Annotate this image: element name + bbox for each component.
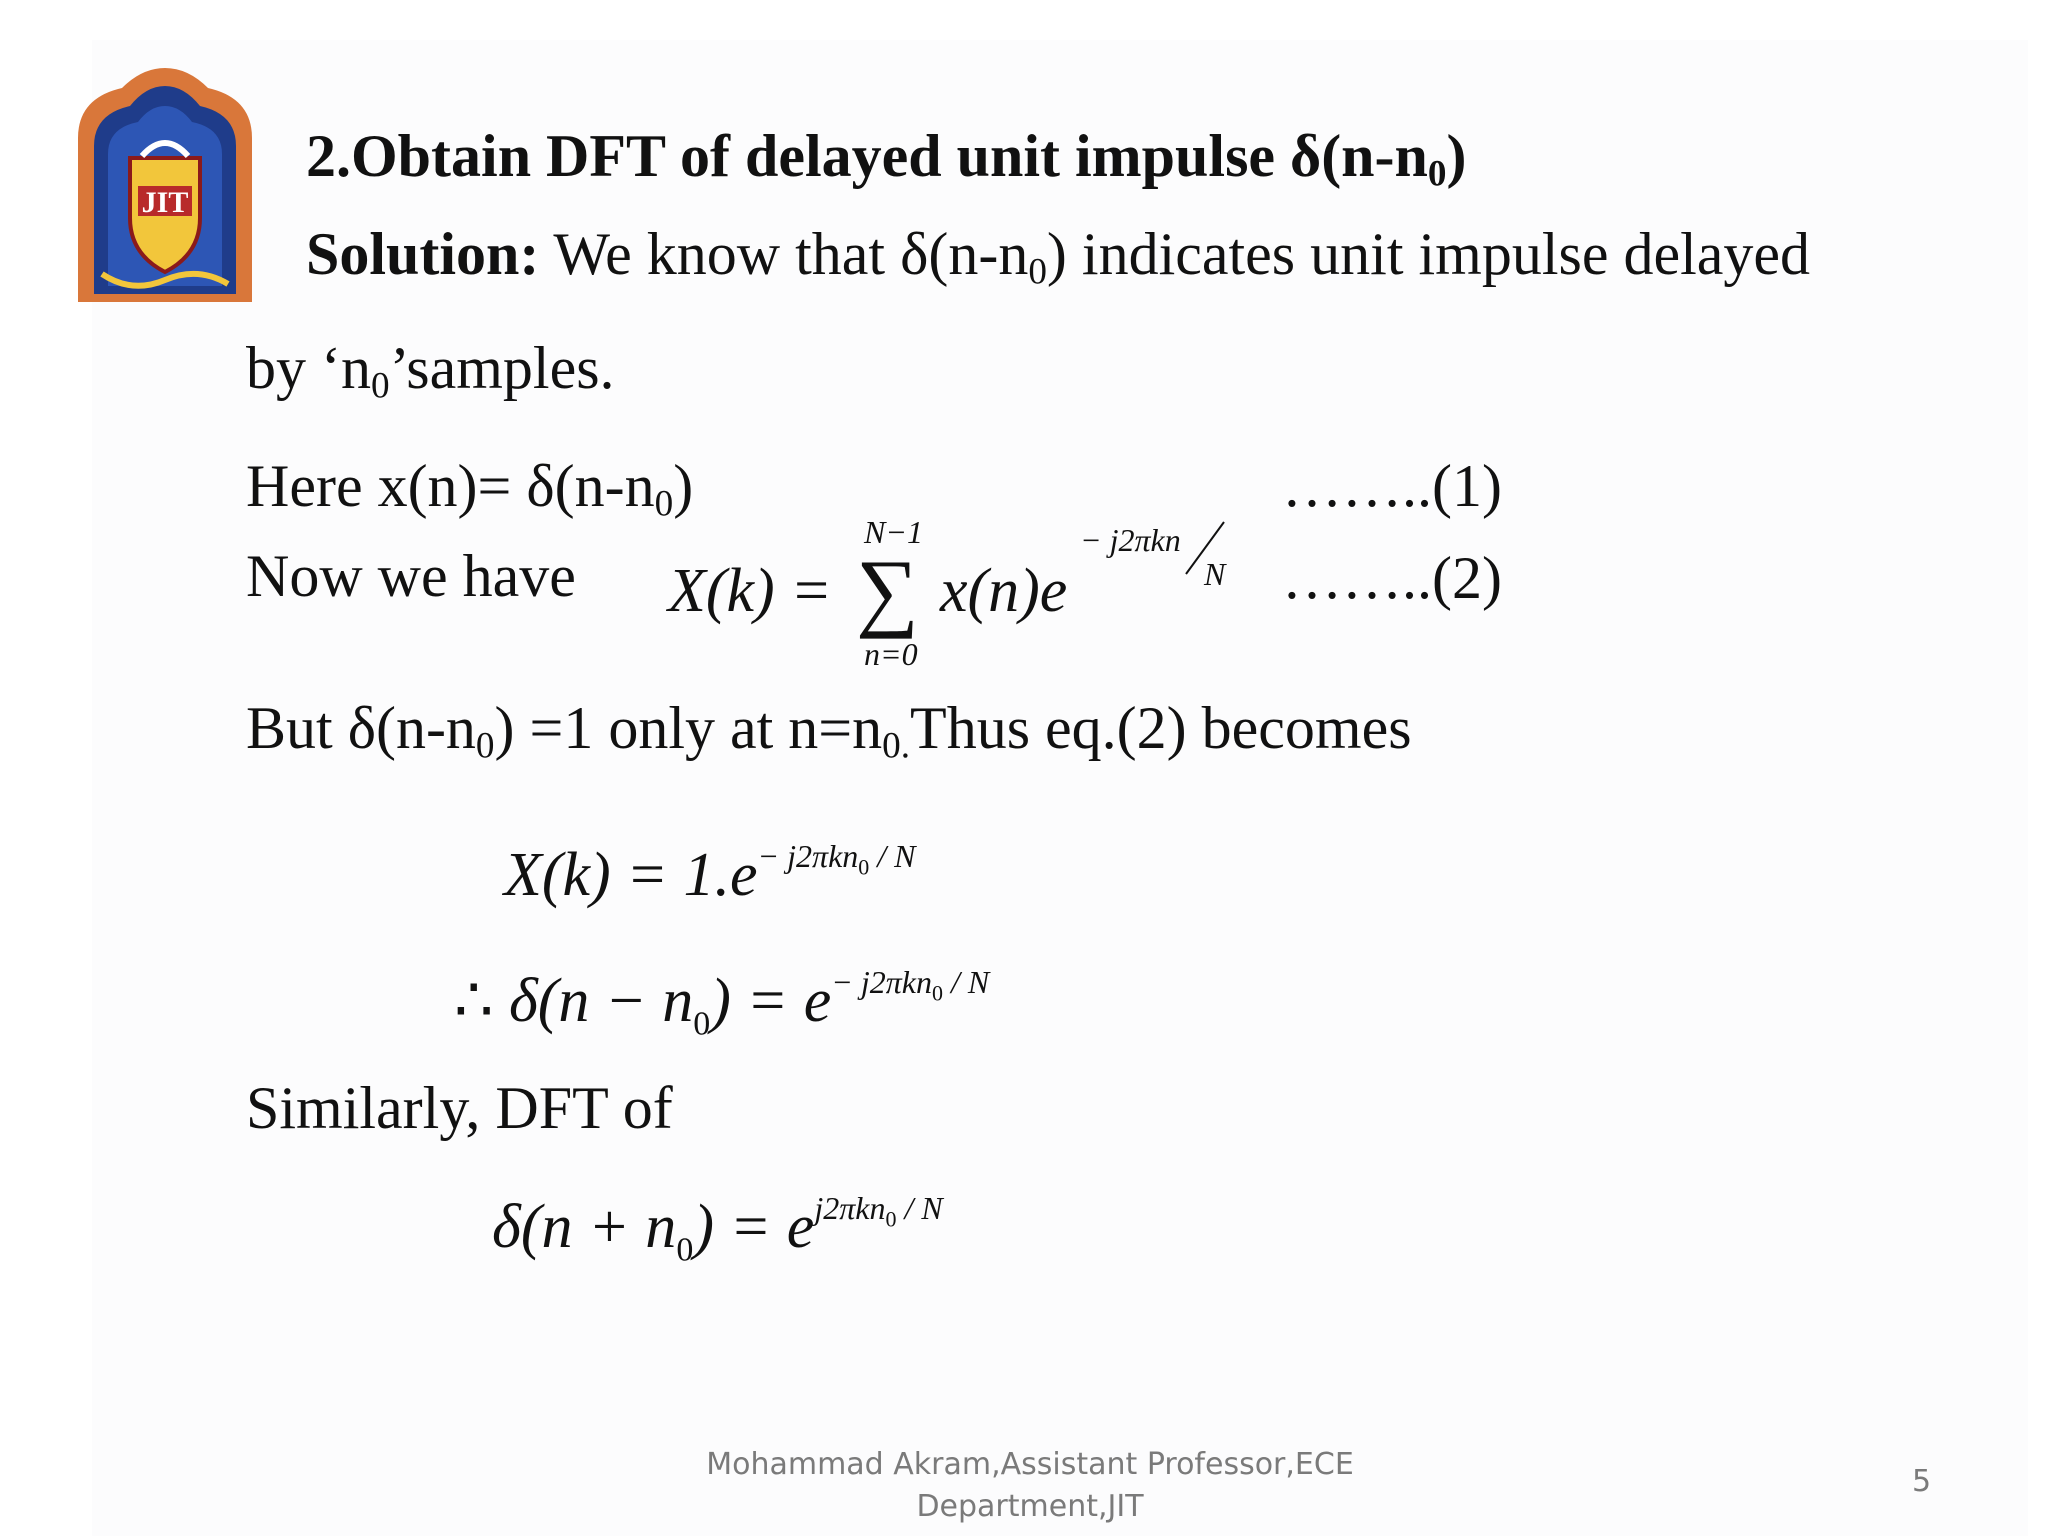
dft-exponent: − j2πkn (1080, 522, 1181, 558)
here-line (246, 453, 694, 525)
solution-text-b: ) indicates unit impulse delayed (1046, 221, 1811, 287)
eq4-mid: ) = e (710, 967, 832, 1035)
equation-number-2: ……..(2) (1282, 545, 1502, 611)
samples-subscript: 0 (370, 365, 390, 407)
eq4-exp-sub: 0 (932, 980, 943, 1006)
title-subscript: 0 (1427, 153, 1447, 195)
dft-equation-lhs: X(k) = (668, 557, 833, 625)
eq3-exp-text: − j2πkn (757, 838, 859, 874)
logo-text: JIT (141, 186, 189, 219)
therefore-symbol: ∴ (454, 967, 509, 1035)
but-line (246, 695, 1412, 767)
page-number: 5 (1912, 1464, 1932, 1499)
footer-author-line-1: Mohammad Akram,Assistant Professor,ECE (706, 1447, 1354, 1482)
but-text-a: But δ(n-n (246, 695, 476, 761)
eq3-exp-sub: 0 (858, 854, 870, 880)
but-subscript-2: 0. (882, 725, 911, 767)
equation-xk-result (504, 838, 916, 909)
but-text-b: ) =1 only at n=n (494, 695, 883, 761)
footer-author-line-2: Department,JIT (916, 1489, 1144, 1524)
eq4-exp-tail: / N (943, 964, 990, 1000)
slide-footer (640, 1444, 1420, 1528)
solution-label: Solution: (306, 221, 540, 287)
eq5-sub: 0 (676, 1231, 694, 1269)
solution-text-a: We know that δ(n-n (539, 221, 1029, 287)
equation-advanced-impulse (492, 1192, 943, 1267)
similarly-text: Similarly, DFT of (246, 1075, 673, 1141)
title-text: 2.Obtain DFT of delayed unit impulse δ(n-n (306, 123, 1428, 189)
here-text-b: ) (673, 453, 694, 519)
but-text-c: Thus eq.(2) becomes (910, 695, 1412, 761)
samples-text-b: ’samples. (389, 335, 615, 401)
here-subscript: 0 (654, 483, 674, 525)
solution-subscript: 0 (1028, 251, 1047, 293)
equation-number-1: ……..(1) (1282, 453, 1502, 519)
here-text-a: Here x(n)= δ(n-n (246, 453, 655, 519)
eq5-mid: ) = e (693, 1193, 815, 1261)
eq5-exp-tail: / N (896, 1190, 943, 1226)
eq5-exp-sub: 0 (885, 1206, 897, 1232)
eq4-exponent (831, 964, 990, 1006)
now-we-have-text: Now we have (246, 543, 576, 609)
eq4-lhs: δ(n − n (508, 967, 694, 1035)
jit-logo (72, 68, 258, 302)
dft-exponent-denominator: N (1204, 556, 1226, 592)
eq5-lhs: δ(n + n (492, 1193, 677, 1261)
eq3-lhs: X(k) = 1.e (504, 841, 758, 909)
eq4-sub: 0 (693, 1005, 711, 1043)
dft-sum-lower-limit: n=0 (864, 636, 918, 672)
dft-sum-upper-limit: N−1 (864, 514, 923, 550)
eq5-exponent (814, 1190, 943, 1232)
summation-symbol: ∑ (856, 543, 919, 640)
eq4-exp-text: − j2πkn (831, 964, 932, 1000)
eq5-exp-text: j2πkn (814, 1190, 886, 1226)
title-close: ) (1446, 123, 1467, 189)
dft-equation-body: x(n)e (940, 557, 1068, 625)
samples-text-a: by ‘n (246, 335, 371, 401)
samples-line (246, 335, 615, 407)
equation-delayed-impulse (454, 966, 989, 1041)
but-subscript-1: 0 (475, 725, 495, 767)
eq3-exponent (757, 838, 916, 880)
slide-title (306, 123, 1467, 195)
eq3-exp-tail: / N (869, 838, 916, 874)
solution-line (306, 221, 1811, 293)
